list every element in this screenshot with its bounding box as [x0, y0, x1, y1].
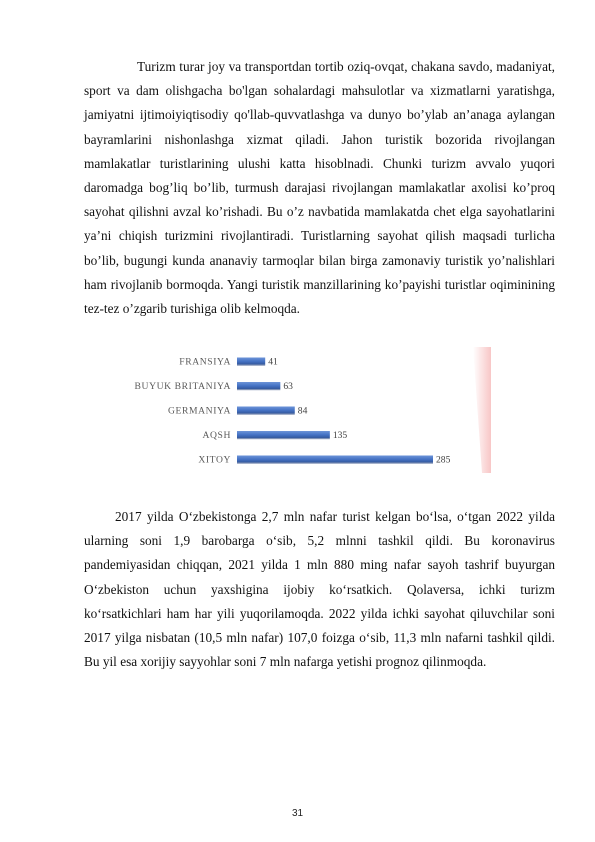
- bars-group: [135, 357, 451, 466]
- page-number: 31: [291, 808, 304, 819]
- category-label: BUYUK BRITANIYA: [134, 381, 231, 392]
- bar-shadow: [237, 438, 330, 439]
- value-label: 135: [332, 430, 348, 441]
- body-paragraph-2: 2017 yilda O‘zbekistonga 2,7 mln nafar turist kelgan bo‘lsa, o‘tgan 2022 yilda ularning soni 1,9 barobarga o‘sib, 5,2 mlnni tashkil qildi. Bu koronavirus pandemiyasidan chiqqan, 2021 yilda 1 mln 880 ming nafar sayoh tashrif buyurgan O‘zbekiston uchun yaxshigina ijobiy ko‘rsatkich. Qolaversa, ichki turizm ko‘rsatkichlari ham har yili yuqorilamoqda. 2022 yilda ichki sayohat qiluvchilar soni 2017 yilga nisbatan (10,5 mln nafar) 107,0 foizga o‘sib, 11,3 mln nafarni tashkil qildi. Bu yil esa xorijiy sayyohlar soni 7 mln nafarga yetishi prognoz qilinmoqda.: [84, 509, 555, 670]
- category-label: GERMANIYA: [168, 405, 231, 417]
- value-label: 84: [297, 405, 308, 417]
- tourism-bar-chart: [125, 347, 495, 473]
- bar: [237, 358, 265, 365]
- bar: [237, 407, 295, 414]
- bar-shadow: [237, 414, 295, 415]
- value-label: 285: [436, 454, 451, 466]
- category-label: FRANSIYA: [179, 356, 231, 368]
- value-label: 41: [268, 356, 278, 368]
- bar-shadow: [237, 365, 265, 366]
- bar: [237, 382, 280, 389]
- value-label: 63: [283, 381, 293, 392]
- category-label: XITOY: [198, 454, 231, 466]
- bar: [237, 431, 330, 438]
- body-paragraph-1: Turizm turar joy va transportdan tortib oziq-ovqat, chakana savdo, madaniyat, sport va dam olishgacha bo'lgan sohalardagi mahsulotlar va xizmatlarni yaratishga, jamiyatni ijtimoiyiqtisodiy qo'llab-quvvatlashga va dunyo bo’ylab an’anaga aylangan bayramlarini nishonlashga xizmat qiladi. Jahon turistik bozorida rivojlangan mamlakatlar turistlarining ulushi katta hisoblnadi. Chunki turizm avvalo yuqori daromadga bog’liq bo’lib, turmush darajasi rivojlangan mamlakatlar axolisi ko’proq sayohat qilishni avzal ko’rishadi. Bu o’z navbatida mamlakatda chet elga sayohatlarini ya’ni chiqish turizmini rivojlantiradi. Turistlarning sayohat qilish maqsadi turlicha bo’lib, bugungi kunda ananaviy tarmoqlar bilan birga zamonaviy turistik yo’nalishlari ham rivojlanib bormoqda. Yangi turistik manzillarining ko’payishi turistlar oqiminining tez-tez o’zgarib turishiga olib kelmoqda.: [84, 59, 555, 317]
- chart-svg: [125, 347, 495, 473]
- bar-shadow: [237, 389, 280, 390]
- bar: [237, 456, 433, 463]
- category-label: AQSH: [202, 430, 231, 441]
- chart-side-decoration: [473, 347, 491, 473]
- bar-shadow: [237, 463, 433, 464]
